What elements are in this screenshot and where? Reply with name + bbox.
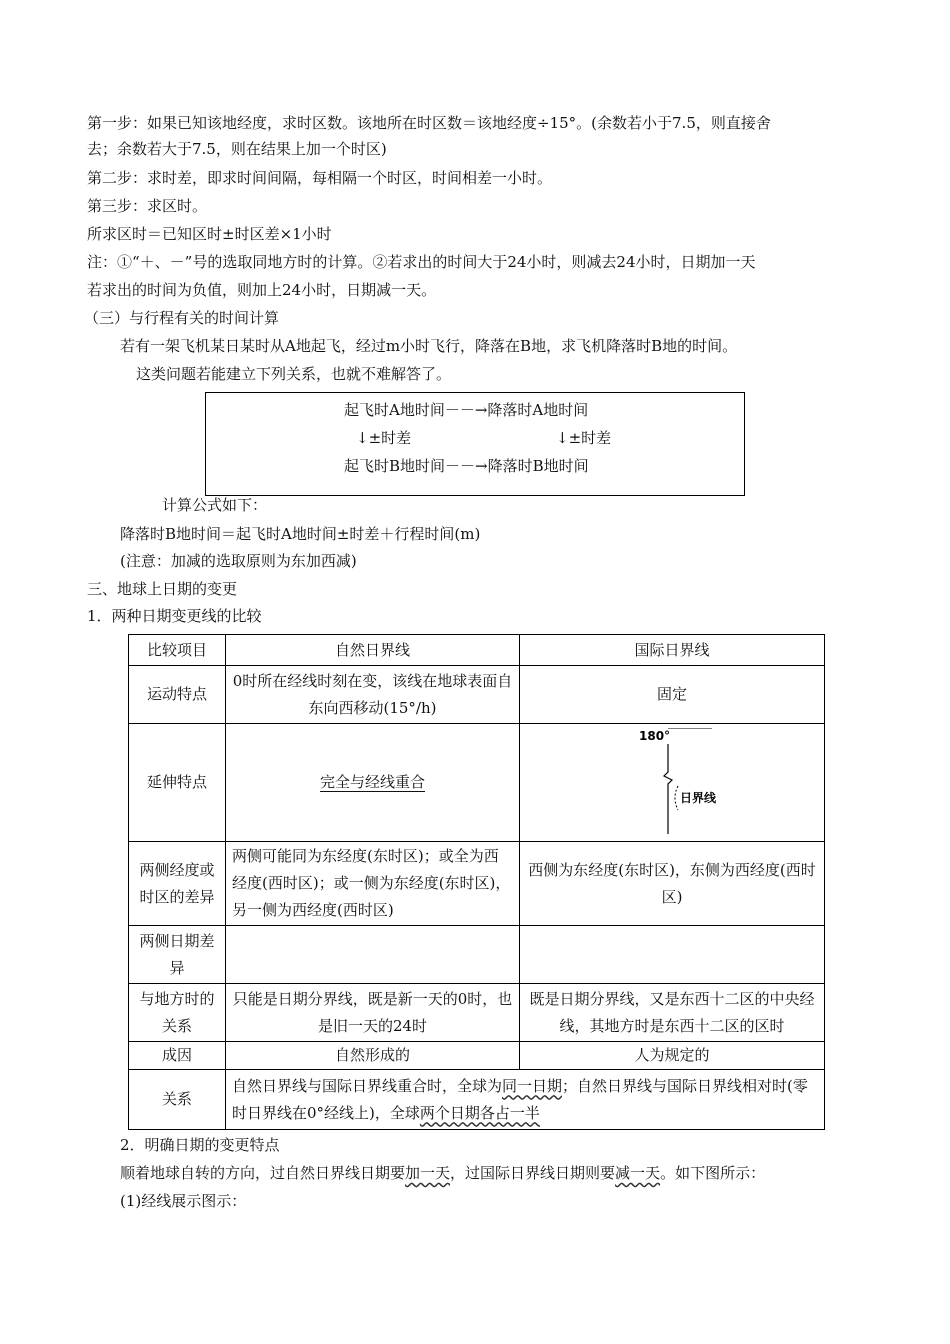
flow-row3-arrow: －－→ [445, 457, 488, 475]
step2-text: 第二步：求时差，即求时间间隔，每相隔一个时区，时间相差一小时。 [87, 169, 553, 187]
row-natural: 两侧可能同为东经度(东时区)；或全为西经度(西时区)；或一侧为东经度(东时区)，另一侧为西经度(西时区) [226, 842, 520, 926]
item2-text-e: 。如下图所示： [660, 1164, 766, 1182]
row-natural: 自然形成的 [226, 1042, 520, 1070]
row-item: 成因 [129, 1042, 226, 1070]
item2-text-c: ，过国际日界线日期则要 [450, 1164, 616, 1182]
step1-line1: 第一步：如果已知该地经度，求时区数。该地所在时区数＝该地经度÷15°。(余数若小于7.5，则直接舍 [87, 114, 771, 132]
table-row [129, 666, 825, 724]
flow-row2-left: ↓±时差 [356, 429, 412, 447]
flow-row-3 [344, 455, 589, 476]
row-natural [226, 724, 520, 842]
flow-row3-right: 降落时B地时间 [487, 457, 589, 475]
flow-row1-right: 降落时A地时间 [487, 401, 589, 419]
flight-intro: 若有一架飞机某日某时从A地起飞，经过m小时飞行，降落在B地，求飞机降落时B地的时间。 [120, 337, 738, 355]
dateline-diagram-cell [520, 724, 825, 842]
dateline-path [664, 744, 672, 834]
relation-d: 两个日期各占一半 [419, 1103, 540, 1122]
table-row [129, 984, 825, 1042]
row-natural [226, 926, 520, 984]
flight-relation-box [205, 392, 745, 496]
section3-heading: （三）与行程有关的时间计算 [84, 309, 280, 327]
relation-text [226, 1070, 825, 1130]
row-item: 两侧日期差异 [129, 926, 226, 984]
relation-label: 关系 [129, 1070, 226, 1130]
row-intl: 西侧为东经度(东时区)，东侧为西经度(西时区) [520, 842, 825, 926]
row-item: 延伸特点 [129, 724, 226, 842]
step3-text: 第三步：求区时。 [87, 197, 208, 215]
row-natural: 只能是日期分界线，既是新一天的0时，也是旧一天的24时 [226, 984, 520, 1042]
row-item: 两侧经度或时区的差异 [129, 842, 226, 926]
diagram-dateline-label: 日界线 [680, 790, 717, 805]
flow-row2-right: ↓±时差 [556, 429, 612, 447]
dateline-diagram [612, 728, 732, 838]
table-row [129, 1042, 825, 1070]
row-intl: 人为规定的 [520, 1042, 825, 1070]
flow-row-1 [344, 399, 588, 420]
calc-label: 计算公式如下： [162, 496, 268, 514]
item2-text-b: 加一天 [405, 1164, 451, 1182]
header-intl: 国际日界线 [520, 635, 825, 666]
dateline-bracket [675, 786, 678, 810]
flow-row1-arrow: －－→ [444, 401, 488, 419]
note-line2: 若求出的时间为负值，则加上24小时，日期减一天。 [87, 281, 437, 299]
table-row [129, 1070, 825, 1130]
row-item: 与地方时的关系 [129, 984, 226, 1042]
table-row [129, 842, 825, 926]
step1-line2: 去；余数若大于7.5，则在结果上加一个时区) [87, 140, 387, 158]
relation-a: 自然日界线与国际日界线重合时，全球为 [232, 1076, 503, 1095]
table-header-row [129, 635, 825, 666]
row-intl [520, 926, 825, 984]
row-natural: 0时所在经线时刻在变，该线在地球表面自东向西移动(15°/h) [226, 666, 520, 724]
relation-c: ；自然日界线与国际日界线相对时(零时日界线在0°经线上)，全球 [232, 1076, 808, 1122]
item1-heading: 1．两种日期变更线的比较 [87, 607, 262, 625]
extension-natural-text: 完全与经线重合 [319, 773, 425, 791]
dateline-comparison-table [128, 634, 825, 1130]
row-intl: 固定 [520, 666, 825, 724]
diagram-180-label: 180° [639, 728, 671, 743]
item2-sub: (1)经线展示图示： [120, 1192, 247, 1210]
relation-b: 同一日期 [502, 1076, 563, 1095]
note-line1: 注：①“＋、－”号的选取同地方时的计算。②若求出的时间大于24小时，则减去24小时，日期加一天 [87, 253, 756, 271]
item2-text-a: 顺着地球自转的方向，过自然日界线日期要 [120, 1164, 406, 1182]
part3-heading: 三、地球上日期的变更 [87, 580, 238, 598]
item2-heading: 2．明确日期的变更特点 [120, 1136, 280, 1154]
header-item: 比较项目 [129, 635, 226, 666]
calc-formula: 降落时B地时间＝起飞时A地时间±时差＋行程时间(m) [120, 525, 481, 543]
table-row [129, 926, 825, 984]
row-item: 运动特点 [129, 666, 226, 724]
flow-row1-left: 起飞时A地时间 [344, 401, 445, 419]
zone-time-formula: 所求区时＝已知区时±时区差×1小时 [87, 225, 332, 243]
row-intl: 既是日期分界线，又是东西十二区的中央经线，其地方时是东西十二区的区时 [520, 984, 825, 1042]
header-natural: 自然日界线 [226, 635, 520, 666]
table-row [129, 724, 825, 842]
item2-text [120, 1162, 765, 1184]
flow-row3-left: 起飞时B地时间 [344, 457, 446, 475]
calc-note: (注意：加减的选取原则为东加西减) [120, 552, 357, 570]
flight-intro2: 这类问题若能建立下列关系，也就不难解答了。 [136, 365, 452, 383]
item2-text-d: 减一天 [615, 1164, 661, 1182]
